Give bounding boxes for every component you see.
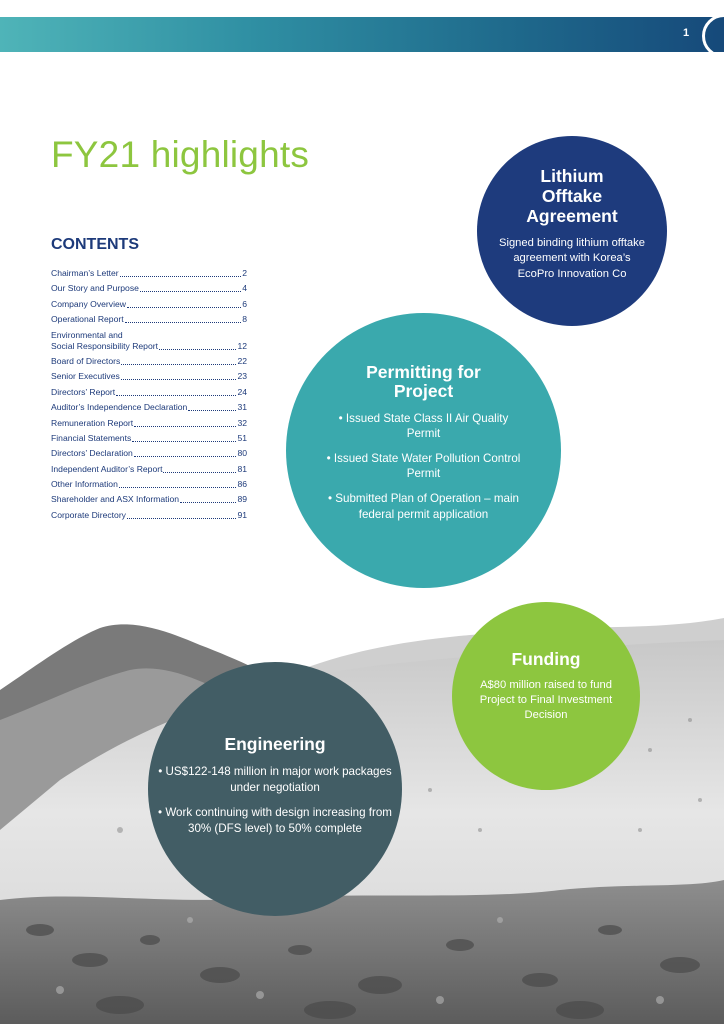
contents-item-leader (127, 518, 236, 519)
contents-item-page: 80 (237, 448, 247, 459)
permitting-point: • Issued State Water Pollution Control Permit (326, 451, 521, 481)
contents-item-label: Social Responsibility Report (51, 340, 158, 351)
page-number: 1 (682, 27, 690, 39)
contents-item-page: 51 (237, 432, 247, 443)
contents-item-page: 6 (242, 298, 247, 309)
engineering-point: • Work continuing with design increasing from 30% (DFS level) to 50% complete (158, 806, 392, 836)
lithium-offtake-circle (477, 136, 667, 326)
contents-item[interactable] (51, 464, 247, 475)
contents-item[interactable] (51, 418, 247, 429)
contents-item-label-line1: Environmental and (51, 329, 123, 340)
contents-item-leader (159, 349, 236, 350)
contents-item-page: 32 (237, 417, 247, 428)
lithium-offtake-title: Lithium Offtake Agreement (526, 166, 618, 227)
contents-item-label: Directors’ Report (51, 386, 116, 397)
contents-item[interactable] (51, 494, 247, 505)
permitting-title: Permitting for Project (366, 362, 481, 402)
contents-item-leader (119, 487, 237, 488)
permitting-circle (286, 313, 561, 588)
contents-item-label: Operational Report (51, 314, 124, 325)
page-title: FY21 highlights (51, 134, 310, 175)
contents-item-page: 22 (237, 355, 247, 366)
contents-item-label: Remuneration Report (51, 417, 134, 428)
contents-item-leader (127, 307, 241, 308)
contents-item-label: Chairman’s Letter (51, 268, 119, 278)
contents-item-page: 8 (242, 314, 247, 325)
contents-item[interactable] (51, 387, 247, 398)
engineering-title: Engineering (224, 734, 326, 754)
contents-item[interactable] (51, 479, 247, 490)
contents-item-label: Auditor’s Independence Declaration (51, 402, 188, 413)
contents-item[interactable] (51, 330, 247, 352)
header-bar (0, 17, 724, 52)
contents-heading: CONTENTS (51, 236, 139, 253)
contents-item-leader (121, 379, 237, 380)
contents-item-leader (188, 410, 236, 411)
contents-item-leader (125, 322, 242, 323)
contents-item-page: 23 (237, 371, 247, 382)
funding-circle (452, 602, 640, 790)
contents-item-label: Board of Directors (51, 355, 121, 366)
contents-item[interactable] (51, 283, 247, 294)
contents-item[interactable] (51, 433, 247, 444)
funding-title: Funding (511, 649, 581, 669)
contents-item-page: 89 (237, 494, 247, 505)
engineering-point: • US$122-148 million in major work packages under negotiation (158, 765, 392, 794)
contents-item-label: Other Information (51, 479, 118, 490)
contents-item-leader (116, 395, 236, 396)
contents-item-page: 86 (237, 479, 247, 490)
contents-item-page: 2 (242, 268, 247, 278)
permitting-point: • Submitted Plan of Operation – main federal permit application (328, 492, 519, 521)
contents-item-label: Corporate Directory (51, 509, 126, 520)
contents-item-label: Senior Executives (51, 371, 120, 382)
contents-item[interactable] (51, 510, 247, 521)
contents-item-page: 4 (242, 283, 247, 294)
contents-item-page: 31 (237, 402, 247, 413)
contents-item-label: Our Story and Purpose (51, 283, 139, 294)
contents-item-leader (120, 276, 242, 277)
contents-item[interactable] (51, 314, 247, 325)
contents-item[interactable] (51, 356, 247, 367)
funding-text: A$80 million raised to fund Project to Final Investment Decision (479, 679, 613, 722)
contents-item-label: Financial Statements (51, 432, 132, 443)
contents-item-leader (134, 426, 236, 427)
contents-item-page: 12 (237, 340, 247, 351)
contents-item-label: Directors’ Declaration (51, 448, 133, 459)
permitting-point: • Issued State Class II Air Quality Permit (338, 411, 509, 441)
contents-list (51, 268, 247, 525)
contents-item-page: 81 (237, 463, 247, 474)
engineering-circle (148, 662, 402, 916)
contents-item[interactable] (51, 448, 247, 459)
contents-item-leader (132, 441, 236, 442)
contents-item-leader (180, 502, 236, 503)
contents-item-leader (134, 456, 237, 457)
lithium-offtake-text: Signed binding lithium offtake agreement with Korea’s EcoPro Innovation Co (499, 237, 645, 280)
contents-item-page: 24 (237, 386, 247, 397)
contents-item-label: Shareholder and ASX Information (51, 494, 180, 505)
contents-item-leader (121, 364, 236, 365)
contents-item[interactable] (51, 371, 247, 382)
contents-item-label: Company Overview (51, 298, 126, 309)
contents-item-leader (140, 291, 241, 292)
contents-item-page: 91 (237, 509, 247, 520)
contents-item-leader (163, 472, 236, 473)
contents-item[interactable] (51, 268, 247, 279)
contents-item-label: Independent Auditor’s Report (51, 463, 163, 474)
contents-item[interactable] (51, 299, 247, 310)
contents-item[interactable] (51, 402, 247, 413)
